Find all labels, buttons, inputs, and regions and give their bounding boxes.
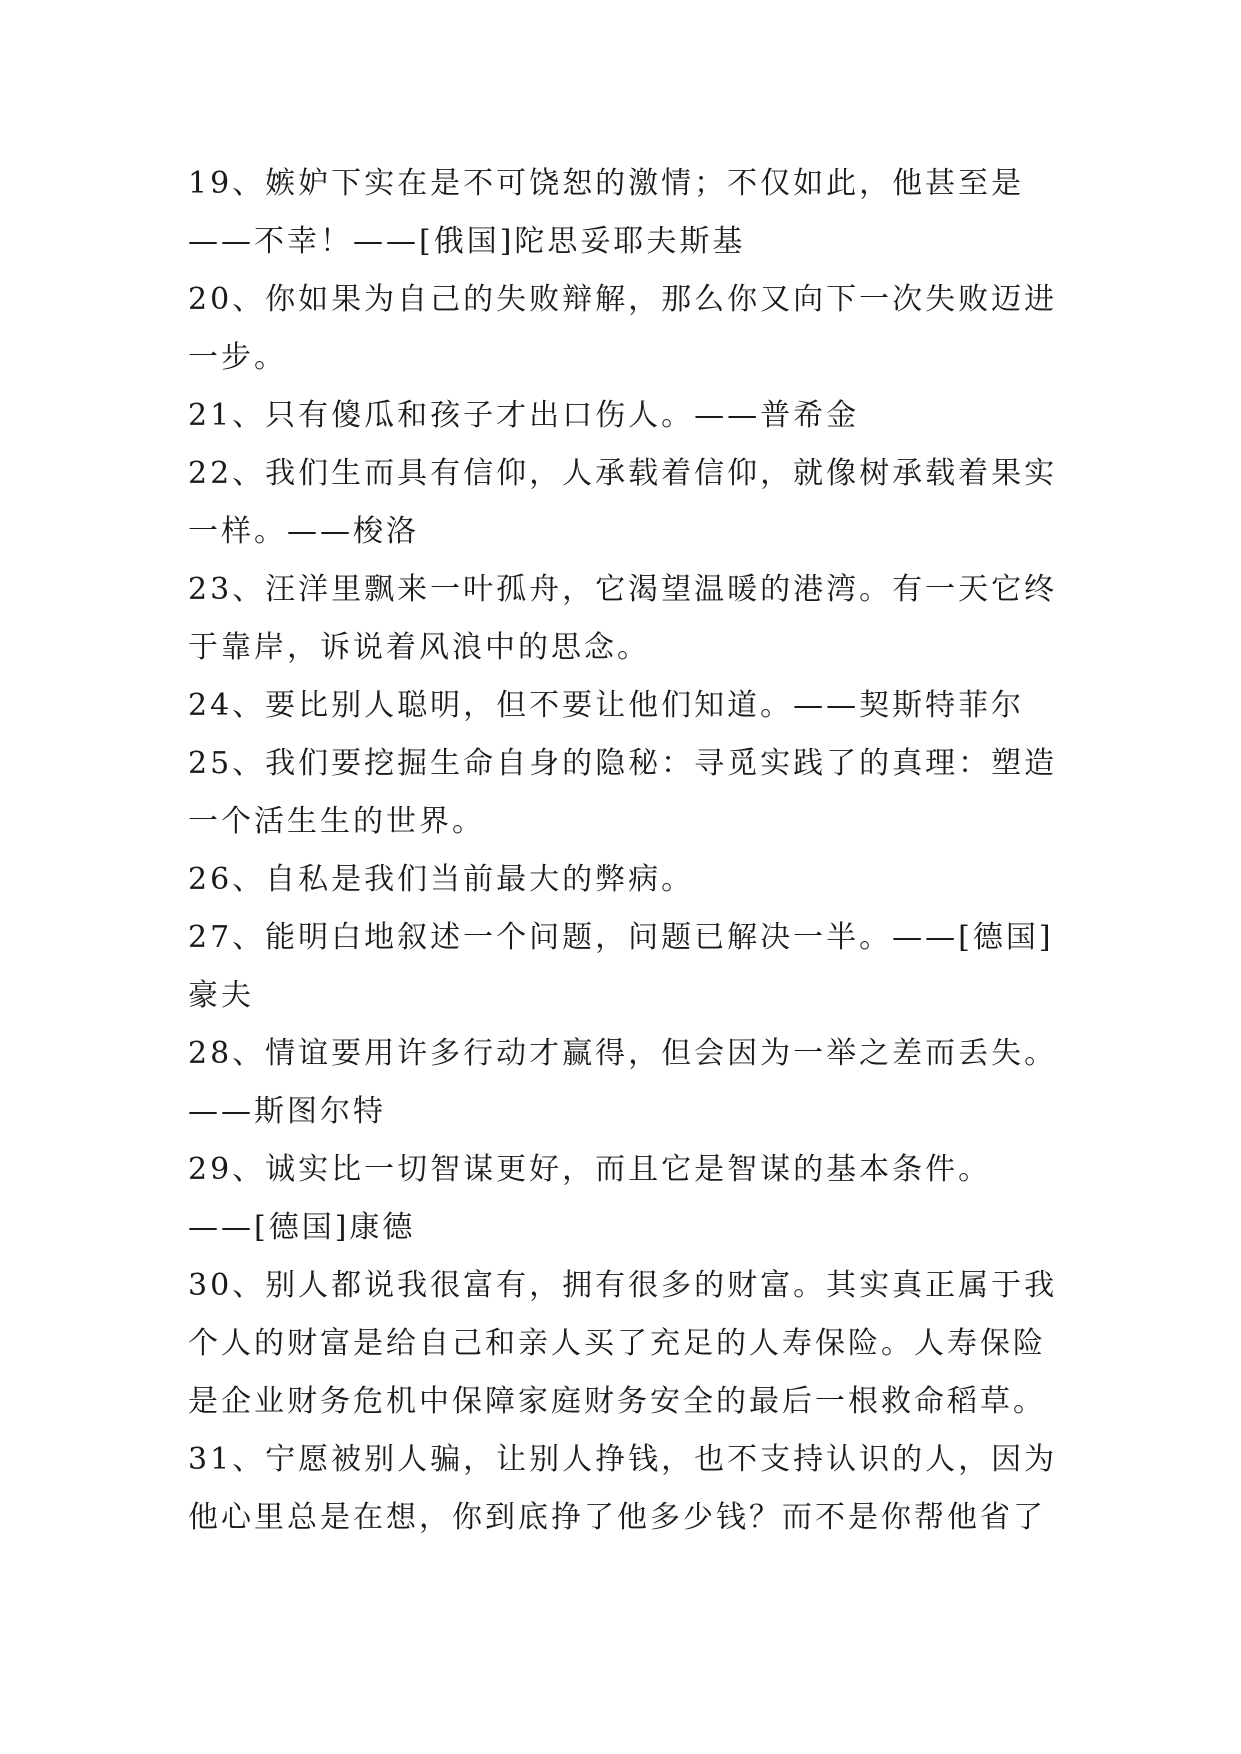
quote-line: 24、要比别人聪明，但不要让他们知道。——契斯特菲尔 <box>188 688 1025 723</box>
quote-line: 于靠岸，诉说着风浪中的思念。 <box>188 630 650 665</box>
quote-27 <box>188 909 1068 1025</box>
quote-21 <box>188 387 1068 445</box>
quote-line: 27、能明白地叙述一个问题，问题已解决一半。——[德国] <box>188 920 1054 955</box>
quote-23 <box>188 561 1068 677</box>
quote-29 <box>188 1141 1068 1257</box>
quote-22 <box>188 445 1068 561</box>
quote-line: 23、汪洋里飘来一叶孤舟，它渴望温暖的港湾。有一天它终 <box>188 572 1058 607</box>
quote-line: 31、宁愿被别人骗，让别人挣钱，也不支持认识的人，因为 <box>188 1442 1058 1477</box>
quote-26 <box>188 851 1068 909</box>
quote-line: 一个活生生的世界。 <box>188 804 485 839</box>
quote-line: 19、嫉妒下实在是不可饶恕的激情；不仅如此，他甚至是 <box>188 166 1025 201</box>
quote-line: ——不幸！——[俄国]陀思妥耶夫斯基 <box>188 224 746 259</box>
quote-line: 28、情谊要用许多行动才赢得，但会因为一举之差而丢失。 <box>188 1036 1058 1071</box>
quote-31 <box>188 1431 1068 1547</box>
quote-24 <box>188 677 1068 735</box>
quote-19 <box>188 155 1068 271</box>
quote-line: 他心里总是在想，你到底挣了他多少钱？而不是你帮他省了 <box>188 1500 1046 1535</box>
quote-line: ——[德国]康德 <box>188 1210 416 1245</box>
quote-line: 是企业财务危机中保障家庭财务安全的最后一根救命稻草。 <box>188 1384 1046 1419</box>
quote-line: 21、只有傻瓜和孩子才出口伤人。——普希金 <box>188 398 860 433</box>
quote-25 <box>188 735 1068 851</box>
quote-line: 豪夫 <box>188 978 254 1013</box>
document-body <box>188 155 1068 1547</box>
quote-line: 一样。——梭洛 <box>188 514 419 549</box>
quote-30 <box>188 1257 1068 1431</box>
quote-line: 26、自私是我们当前最大的弊病。 <box>188 862 695 897</box>
quote-line: 个人的财富是给自己和亲人买了充足的人寿保险。人寿保险 <box>188 1326 1046 1361</box>
quote-line: 25、我们要挖掘生命自身的隐秘：寻觅实践了的真理：塑造 <box>188 746 1058 781</box>
quote-28 <box>188 1025 1068 1141</box>
quote-line: 30、别人都说我很富有，拥有很多的财富。其实真正属于我 <box>188 1268 1058 1303</box>
quote-line: 一步。 <box>188 340 287 375</box>
quote-20 <box>188 271 1068 387</box>
quote-line: 22、我们生而具有信仰，人承载着信仰，就像树承载着果实 <box>188 456 1058 491</box>
quote-line: 29、诚实比一切智谋更好，而且它是智谋的基本条件。 <box>188 1152 992 1187</box>
quote-line: 20、你如果为自己的失败辩解，那么你又向下一次失败迈进 <box>188 282 1058 317</box>
quote-line: ——斯图尔特 <box>188 1094 386 1129</box>
